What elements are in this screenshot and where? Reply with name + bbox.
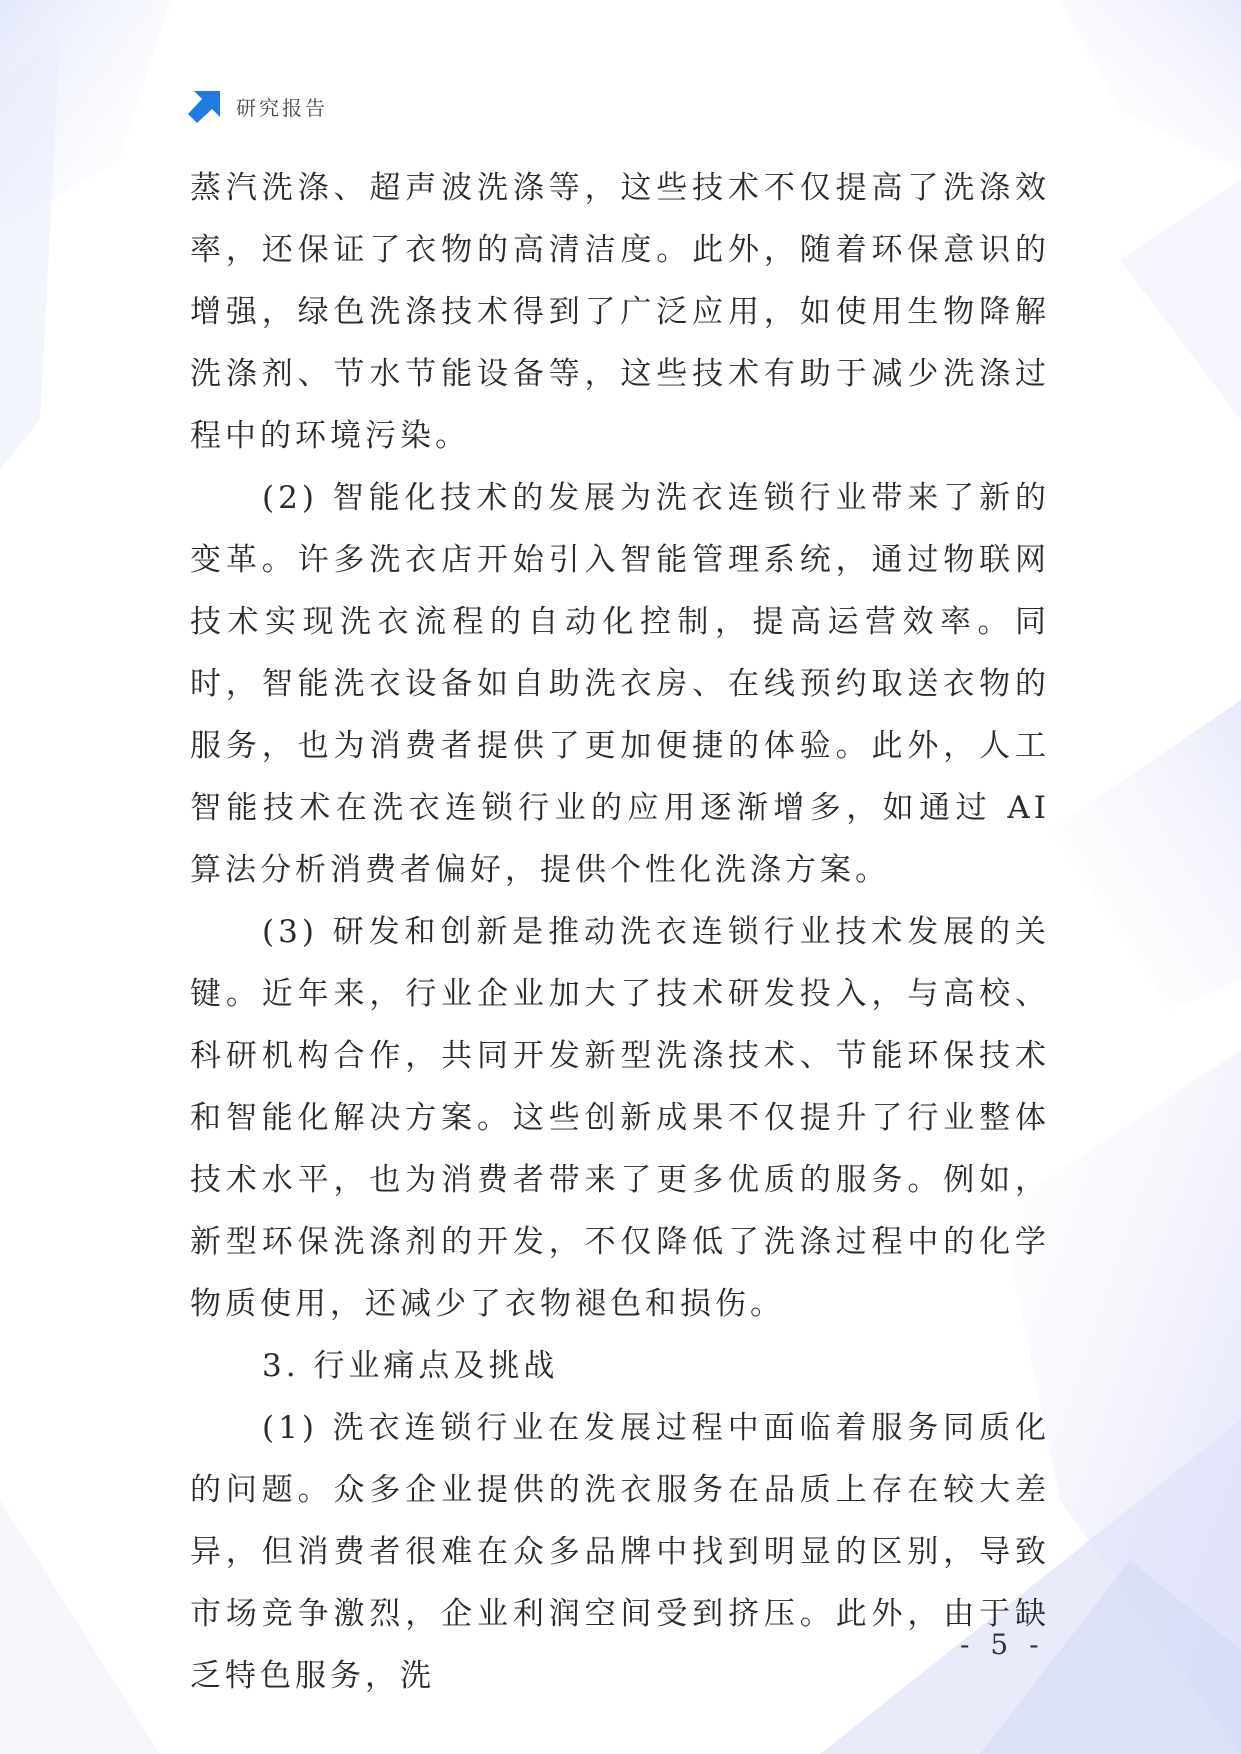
arrow-up-right-icon (188, 89, 222, 123)
header-title: 研究报告 (236, 95, 328, 120)
body-paragraph: (3) 研发和创新是推动洗衣连锁行业技术发展的关键。近年来，行业企业加大了技术研发投入，与高校、科研机构合作，共同开发新型洗涤技术、节能环保技术和智能化解决方案。这些创新成果不仅提升了行业整体技术水平，也为消费者带来了更多优质的服务。例如，新型环保洗涤剂的开发，不仅降低了洗涤过程中的化学物质使用，还减少了衣物褪色和损伤。 (190, 914, 1050, 1322)
body-paragraph: (1) 洗衣连锁行业在发展过程中面临着服务同质化的问题。众多企业提供的洗衣服务在品质上存在较大差异，但消费者很难在众多品牌中找到明显的区别，导致市场竞争激烈，企业利润空间受到挤压。此外，由于缺乏特色服务，洗 (190, 1410, 1050, 1694)
page-number: - 5 - (960, 1628, 1045, 1661)
document-body (190, 157, 1050, 1707)
section-heading: 3. 行业痛点及挑战 (262, 1348, 559, 1384)
body-paragraph: (2) 智能化技术的发展为洗衣连锁行业带来了新的变革。许多洗衣店开始引入智能管理系统，通过物联网技术实现洗衣流程的自动化控制，提高运营效率。同时，智能洗衣设备如自助洗衣房、在线预约取送衣物的服务，也为消费者提供了更加便捷的体验。此外，人工智能技术在洗衣连锁行业的应用逐渐增多，如通过 AI 算法分析消费者偏好，提供个性化洗涤方案。 (190, 480, 1050, 888)
report-header (188, 88, 328, 124)
body-paragraph: 蒸汽洗涤、超声波洗涤等，这些技术不仅提高了洗涤效率，还保证了衣物的高清洁度。此外，随着环保意识的增强，绿色洗涤技术得到了广泛应用，如使用生物降解洗涤剂、节水节能设备等，这些技术有助于减少洗涤过程中的环境污染。 (190, 170, 1050, 454)
